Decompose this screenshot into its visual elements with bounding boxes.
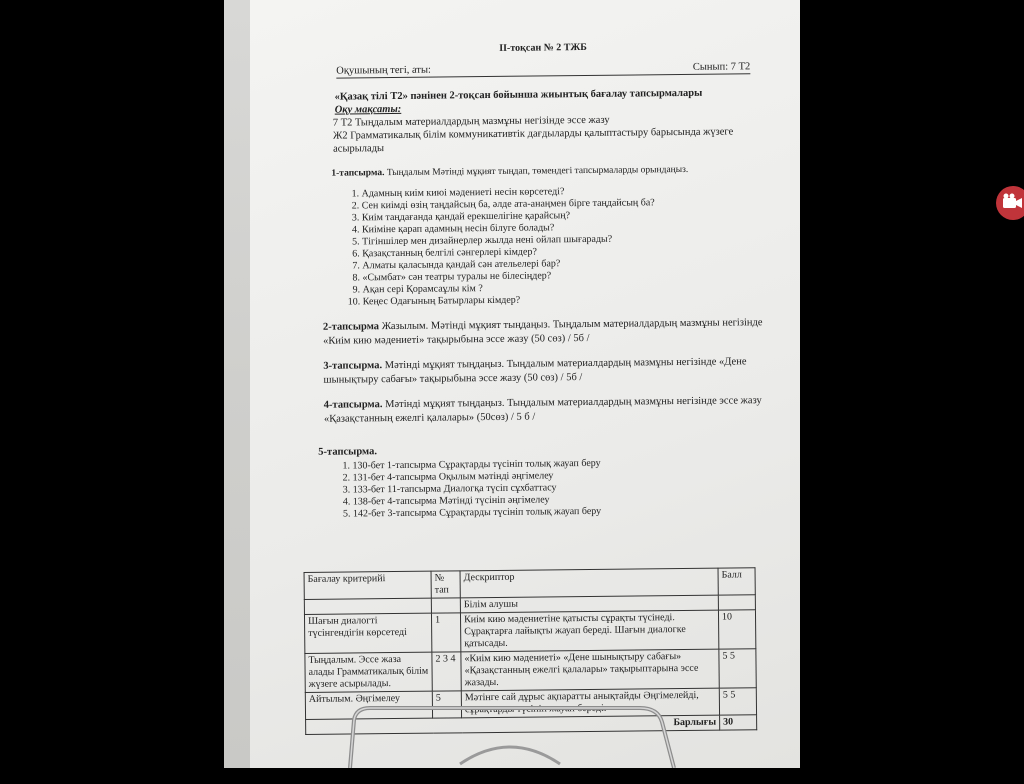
task5-label: 5-тапсырма. xyxy=(318,446,378,458)
task2-label: 2-тапсырма xyxy=(322,321,380,333)
task5-list xyxy=(302,456,773,521)
question-item: 4. Киіміне қарап адамның несін білуге болады? xyxy=(362,220,770,236)
row-criteria: Шағын диалогті түсінгендігін көрсетеді xyxy=(304,613,431,653)
paper-holder-wire xyxy=(340,700,700,768)
task3 xyxy=(323,355,771,387)
question-item: 10. Кеңес Одағының Батырлары кімдер? xyxy=(363,292,771,308)
empty-cell xyxy=(431,598,460,613)
row-score: 5 5 xyxy=(719,649,756,688)
task5-item: 4. 138-бет 4-тапсырма Мәтінді түсініп әңгімелеу xyxy=(353,492,773,508)
question-item: 5. Тігіншілер мен дизайнерлер жылда нені ойлап шығарады? xyxy=(362,232,770,248)
row-descriptor: «Киім кию мәдениеті» «Дене шынықтыру сабағы» «Қазақстанның ежелгі қалалары» тақырыптарына эссе жазады. xyxy=(461,649,719,691)
row-num: 1 xyxy=(431,613,460,652)
student-line xyxy=(336,60,750,78)
question-item: 7. Алматы қаласында қандай сән ательелері бар? xyxy=(362,256,770,272)
task3-text: Мәтінді мұқият тыңдаңыз. Тыңдалым материалдардың мазмұны негізінде «Дене шынықтыру сабағы» тақырыбына эссе жазу (50 сөз) / 5б / xyxy=(323,356,747,386)
header-descriptor: Дескриптор xyxy=(460,568,718,598)
table-row xyxy=(305,649,756,693)
row-score: 10 xyxy=(718,610,755,649)
video-camera-icon xyxy=(996,186,1024,220)
task1-text: Тыңдалым Мәтінді мұқият тыңдап, төмендегі тапсырмаларды орындаңыз. xyxy=(386,164,689,179)
row-criteria: Айтылым. Әңгімелеу xyxy=(305,691,432,719)
question-item: 1. Адамның киім киюі мәдениеті несін көрсетеді? xyxy=(362,184,770,200)
question-item: 3. Киім таңдағанда қандай ерекшелігіне қарайсың? xyxy=(362,208,770,224)
table-row xyxy=(304,610,755,654)
empty-cell xyxy=(304,598,431,614)
question-item: 6. Қазақстанның белгілі сәнгерлері кімдер? xyxy=(362,244,770,260)
row-descriptor: Мәтінге сай дұрыс ақпаратты анықтайды Әңгімелейді, сұрақтарды түсініп жауап береді. xyxy=(461,688,719,718)
question-list xyxy=(300,184,771,309)
record-camera-button[interactable] xyxy=(996,186,1024,220)
question-item: 2. Сен киімді өзің таңдайсың ба, әлде ата-анаңмен бірге таңдайсың ба? xyxy=(362,196,770,212)
row-descriptor: Киім кию мәдениетіне қатысты сұрақты түсінеді. Сұрақтарға лайықты жауап береді. Шағын диалогке қатысады. xyxy=(460,610,718,652)
goal-line: Ж2 Грамматикалық білім коммуникативтік дағдыларды қалыптастыру барысында жүзеге асырылады xyxy=(332,126,734,155)
empty-cell xyxy=(718,595,755,610)
task4 xyxy=(324,394,772,426)
row-criteria: Тыңдалым. Эссе жаза алады Грамматикалық білім жүзеге асырылады. xyxy=(305,652,432,692)
quarter-title: ІІ-тоқсан № 2 ТЖБ xyxy=(499,41,587,54)
question-item: 8. «Сымбат» сән театры туралы не білесіңдер? xyxy=(362,268,770,284)
total-value: 30 xyxy=(720,715,757,730)
header-score: Балл xyxy=(718,568,755,595)
task5-item: 5. 142-бет 3-тапсырма Сұрақтарды түсініп толық жауап беру xyxy=(353,504,773,520)
row-score: 5 5 xyxy=(719,688,756,715)
goal-label: Оқу мақсаты: xyxy=(334,103,402,116)
header-num: № тап xyxy=(431,571,460,598)
question-item: 9. Ақан сері Қорамсаұлы кім ? xyxy=(363,280,771,296)
task5-item: 2. 131-бет 4-тапсырма Оқылым мәтінді әңгімелеу xyxy=(352,468,772,484)
row-num: 2 3 4 xyxy=(432,652,461,691)
subheader-cell: Білім алушы xyxy=(460,595,718,613)
task5-item: 1. 130-бет 1-тапсырма Сұрақтарды түсініп толық жауап беру xyxy=(352,456,772,472)
task5-item: 3. 133-бет 11-тапсырма Диалогқа түсіп сұхбаттасу xyxy=(353,480,773,496)
class-label: Сынып: 7 Т2 xyxy=(692,61,751,73)
task2-text: Жазылым. Мәтінді мұқият тыңдаңыз. Тыңдалым материалдардың мазмұны негізінде «Киім кию мәдениеті» тақырыбына эссе жазу (50 сөз) / 5б / xyxy=(323,317,763,347)
task2 xyxy=(323,316,771,348)
task3-label: 3-тапсырма. xyxy=(323,360,383,372)
header-criteria: Бағалау критерийі xyxy=(304,571,431,599)
task4-label: 4-тапсырма. xyxy=(323,399,383,411)
total-label: Барлығы xyxy=(306,715,720,734)
task1-label: 1-тапсырма. xyxy=(331,168,385,179)
goal-line: 7 Т2 Тыңдалым материалдардың мазмұны негізінде эссе жазу xyxy=(332,114,610,129)
task4-text: Мәтінді мұқият тыңдаңыз. Тыңдалым материалдардың мазмұны негізінде эссе жазу «Қазақстанның ежелгі қалалары» (50сөз) / 5 б / xyxy=(323,395,762,425)
task1 xyxy=(331,163,769,181)
document xyxy=(298,39,776,784)
student-name-label: Оқушының тегі, аты: xyxy=(336,64,432,77)
doc-title: «Қазақ тілі Т2» пәнінен 2-тоқсан бойынша жиынтық бағалау тапсырмалары xyxy=(334,87,703,103)
row-num: 5 xyxy=(432,691,461,718)
